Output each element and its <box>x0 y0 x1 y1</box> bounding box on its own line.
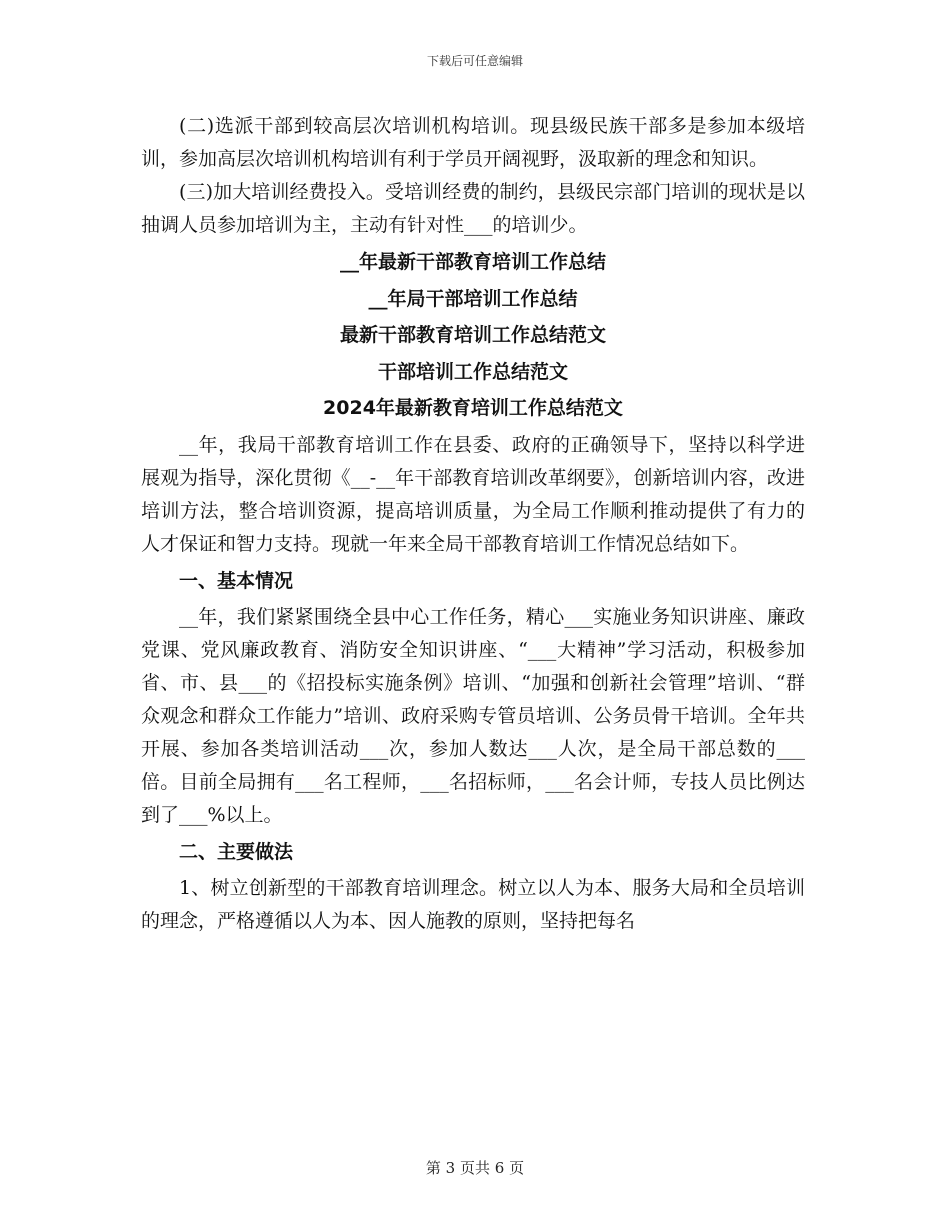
page-header: 下载后可任意编辑 <box>426 54 523 68</box>
paragraph-funding: (三)加大培训经费投入。受培训经费的制约，县级民宗部门培训的现状是以抽调人员参加培训为主，主动有针对性___的培训少。 <box>141 181 805 236</box>
title-4: 干部培训工作总结范文 <box>377 360 568 383</box>
title-2: __年局干部培训工作总结 <box>368 287 578 310</box>
title-list <box>141 244 805 427</box>
title-3: 最新干部教育培训工作总结范文 <box>339 324 606 346</box>
section-heading-basic: 一、基本情况 <box>179 569 294 592</box>
paragraph-selection-training: (二)选派干部到较高层次培训机构培训。现县级民族干部多是参加本级培训，参加高层次培训机构培训有利于学员开阔视野，汲取新的理念和知识。 <box>141 115 805 170</box>
intro-paragraph: __年，我局干部教育培训工作在县委、政府的正确领导下，坚持以科学进展观为指导，深化贯彻《__-__年干部教育培训改革纲要》，创新培训内容，改进培训方法，整合培训资源，提高培训质量，为全局工作顺利推动提供了有力的人才保证和智力支持。现就一年来全局干部教育培训工作情况总结如下。 <box>141 433 805 555</box>
title-5: 2024年最新教育培训工作总结范文 <box>323 397 623 419</box>
page-footer: 第 3 页共 6 页 <box>425 1159 525 1177</box>
title-1: __年最新干部教育培训工作总结 <box>339 251 606 273</box>
section-text-methods: 1、树立创新型的干部教育培训理念。树立以人为本、服务大局和全员培训的理念，严格遵循以人为本、因人施教的原则，坚持把每名 <box>141 876 805 932</box>
section-heading-methods: 二、主要做法 <box>179 840 294 863</box>
document-body <box>141 110 805 938</box>
section-text-basic: __年，我们紧紧围绕全县中心工作任务，精心___实施业务知识讲座、廉政党课、党风廉政教育、消防安全知识讲座、“___大精神”学习活动，积极参加省、市、县___的《招投标实施条例》培训、“加强和创新社会管理”培训、“群众观念和群众工作能力”培训、政府采购专管员培训、公务员骨干培训。全年共开展、参加各类培训活动___次，参加人数达___人次，是全局干部总数的___倍。目前全局拥有___名工程师，___名招标师，___名会计师，专技人员比例达到了___%以上。 <box>141 605 805 826</box>
